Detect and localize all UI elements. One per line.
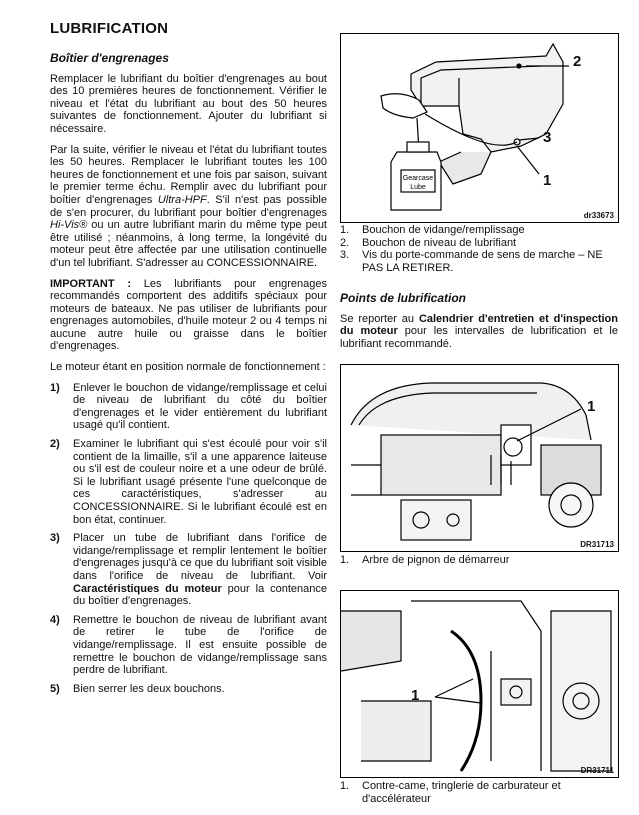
callout-2: 2 xyxy=(573,53,582,70)
figure-gearcase xyxy=(340,33,619,223)
lubrication-points-section xyxy=(340,292,618,358)
important-label: IMPORTANT : xyxy=(50,277,131,290)
bottle-label-line1: Gearcase xyxy=(402,175,434,182)
paragraph-lubricant: Par la suite, vérifier le niveau et l'état du lubrifiant toutes les 50 heures. Remplacer le lubrifiant toutes les 100 heures de fonctionnement et une fois par saison, suivant le premier terme échu. Remplir avec du lubrifiant pour boîtier d'engrenages Ultra-HPF. S'il n'est pas possible de s'en procurer, du lubrifiant pour boîtier d'engrenages Hi-Vis® ou un autre lubrifiant marin du même type peut être utilisé ; néanmoins, à long terme, la longévité du moteur peut être affectée par une utilisation continuelle d'un tel lubrifiant. S'adresser au CONCESSIONNAIRE. xyxy=(50,143,327,269)
figure-code: dr33673 xyxy=(583,211,614,220)
caption-item: 1. Bouchon de vidange/remplissage xyxy=(340,224,525,236)
figure-code: DR31713 xyxy=(580,540,614,549)
figure-carburetor-linkage xyxy=(340,590,619,778)
figure-starter-pinion xyxy=(340,364,619,552)
callout-1: 1 xyxy=(411,687,420,704)
left-column xyxy=(50,52,327,701)
callout-3: 3 xyxy=(543,129,552,146)
figure-code: DR31711 xyxy=(580,766,614,775)
callout-1: 1 xyxy=(587,398,596,415)
step-item: 1) Enlever le bouchon de vidange/remplissage et celui de niveau de lubrifiant du côté du boîtier d'engrenages et le vider entièrement du lubrifiant usagé qu'il contient. xyxy=(50,381,327,432)
step-item: 5) Bien serrer les deux bouchons. xyxy=(50,682,225,695)
paragraph-important: IMPORTANT : Les lubrifiants pour engrenages recommandés comportent des additifs spéciaux pour moteurs de bateaux. Ne pas utiliser de lubrifiants pour engrenages automobiles, d'huile moteur 2 ou 4 temps ni aucune autre huile ou graisse dans le boîtier d'engrenages. xyxy=(50,277,327,353)
step-item: 3) Placer un tube de lubrifiant dans l'orifice de vidange/remplissage et remplir lentement le boîtier d'engrenages jusqu'à ce que du lubrifiant soit visible dans l'orifice de niveau de lubrifiant. Voir Caractéristiques du moteur pour la contenance du boîtier d'engrenages. xyxy=(50,532,327,608)
caption-item: 3. Vis du porte-commande de sens de marche – NE PAS LA RETIRER. xyxy=(340,249,603,274)
section-heading-gearcase: Boîtier d'engrenages xyxy=(50,51,169,65)
engine-illustration xyxy=(341,365,618,551)
page-title: LUBRIFICATION xyxy=(50,20,169,37)
paragraph-lubrication-points: Se reporter au Calendrier d'entretien et d'inspection du moteur pour les intervalles de lubrification et le lubrifiant recommandé. xyxy=(340,312,618,350)
figure-carburetor-linkage-captions xyxy=(340,780,618,805)
paragraph-intro: Remplacer le lubrifiant du boîtier d'engrenages au bout des 10 premières heures de fonctionnement. Vérifier le niveau et l'état du lubrifiant au bout des 50 heures suivantes de fonctionnement. Ajouter du lubrifiant si nécessaire. xyxy=(50,72,327,135)
step-item: 4) Remettre le bouchon de niveau de lubrifiant avant de retirer le tube de l'orifice de vidange/remplissage. Il est ensuite possible de remettre le bouchon de vidange/remplissage sans perdre de lubrifiant. xyxy=(50,613,327,677)
bottle-label-line2: Lube xyxy=(410,184,426,191)
callout-1: 1 xyxy=(543,172,552,189)
caption-item: 1. Contre-came, tringlerie de carburateur et d'accélérateur xyxy=(340,780,561,805)
linkage-illustration xyxy=(341,591,618,777)
section-heading-lubrication-points: Points de lubrification xyxy=(340,291,467,305)
figure-starter-pinion-captions xyxy=(340,554,618,567)
caption-item: 2. Bouchon de niveau de lubrifiant xyxy=(340,236,517,249)
figure-gearcase-captions xyxy=(340,224,618,274)
caption-item: 1. Arbre de pignon de démarreur xyxy=(340,554,510,566)
paragraph-position: Le moteur étant en position normale de fonctionnement : xyxy=(50,361,326,374)
procedure-steps xyxy=(50,382,327,696)
step-item: 2) Examiner le lubrifiant qui s'est écoulé pour voir s'il contient de la limaille, s'il a une apparence laiteuse ou s'il est de couleur noire et a une odeur de brûlé. Si le lubrifiant usagé présente l'une quelconque de ces caractéristiques, s'adresser au CONCESSIONNAIRE. Si le lubrifiant écoulé est en bon état, continuer. xyxy=(50,438,327,526)
